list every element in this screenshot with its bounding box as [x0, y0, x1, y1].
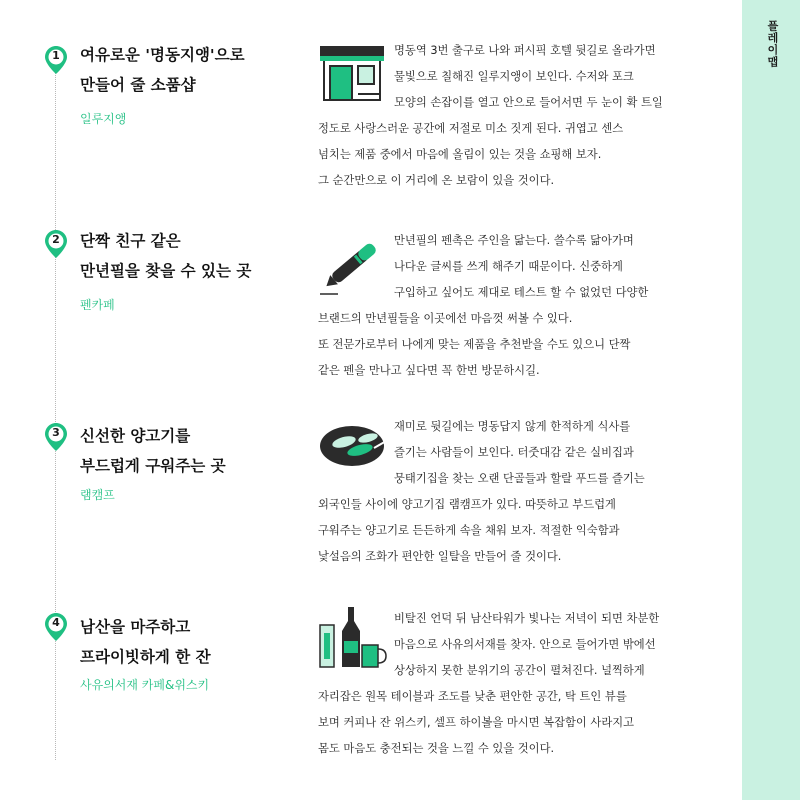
title-line: 프라이빗하게 한 잔	[80, 648, 211, 666]
section-subtitle: 일루지앵	[80, 112, 127, 126]
body-line: 자리잡은 원목 테이블과 조도를 낮춘 편안한 공간, 탁 트인 뷰를	[318, 690, 627, 703]
section-title	[80, 612, 211, 672]
body-line: 낯설음의 조화가 편안한 일탈을 만들어 줄 것이다.	[318, 550, 562, 563]
body-line: 뭉태기집을 찾는 오랜 단골들과 할랄 푸드를 즐기는	[394, 472, 645, 485]
map-pin-icon	[44, 422, 68, 452]
section-subtitle: 펜카페	[80, 298, 115, 312]
body-line: 같은 펜을 만나고 싶다면 꼭 한번 방문하시길.	[318, 364, 540, 377]
section-body	[318, 606, 718, 762]
body-line: 그 순간만으로 이 거리에 온 보람이 있을 것이다.	[318, 174, 555, 187]
body-line: 비탈진 언덕 뒤 남산타워가 빛나는 저녁이 되면 차분한	[394, 612, 660, 625]
title-line: 만년필을 찾을 수 있는 곳	[80, 262, 252, 280]
body-line: 몸도 마음도 충전되는 것을 느낄 수 있을 것이다.	[318, 742, 555, 755]
section-subtitle: 사유의서재 카페&위스키	[80, 678, 210, 692]
body-line: 나다운 글씨를 쓰게 해주기 때문이다. 신중하게	[394, 260, 623, 273]
pin-number: 3	[52, 426, 60, 439]
map-pin-icon	[44, 45, 68, 75]
body-line: 명동역 3번 출구로 나와 퍼시픽 호텔 뒷길로 올라가면	[394, 44, 656, 57]
side-label: 플레이맵	[766, 20, 779, 68]
title-line: 신선한 양고기를	[80, 427, 191, 445]
body-line: 보며 커피나 잔 위스키, 셀프 하이볼을 마시면 복잡함이 사라지고	[318, 716, 635, 729]
title-line: 단짝 친구 같은	[80, 232, 181, 250]
section-body	[318, 414, 718, 570]
section-title	[80, 421, 226, 481]
body-line: 즐기는 사람들이 보인다. 터줏대감 같은 실비집과	[394, 446, 634, 459]
pin-number: 2	[52, 233, 60, 246]
title-line: 만들어 줄 소품샵	[80, 76, 196, 94]
pin-number: 4	[52, 616, 60, 629]
timeline-dotted-line	[55, 70, 56, 760]
title-line: 여유로운 '명동지앵'으로	[80, 46, 245, 64]
map-pin-icon	[44, 229, 68, 259]
body-line: 물빛으로 칠해진 일루지앵이 보인다. 수저와 포크	[394, 70, 634, 83]
section-title	[80, 40, 245, 100]
body-line: 구워주는 양고기로 든든하게 속을 채워 보자. 적절한 익숙함과	[318, 524, 620, 537]
section-title	[80, 226, 251, 286]
body-line: 만년필의 펜촉은 주인을 닮는다. 쓸수록 닮아가며	[394, 234, 634, 247]
body-line: 외국인들 사이에 양고기집 램캠프가 있다. 따뜻하고 부드럽게	[318, 498, 616, 511]
title-line: 남산을 마주하고	[80, 618, 191, 636]
body-line: 넘치는 제품 중에서 마음에 올림이 있는 것을 쇼핑해 보자.	[318, 148, 602, 161]
section-body	[318, 38, 718, 194]
section-subtitle: 램캠프	[80, 488, 115, 502]
section-body	[318, 228, 718, 384]
body-line: 구입하고 싶어도 제대로 테스트 할 수 없었던 다양한	[394, 286, 649, 299]
body-line: 브랜드의 만년필들을 이곳에선 마음껏 써볼 수 있다.	[318, 312, 573, 325]
body-line: 모양의 손잡이를 열고 안으로 들어서면 두 눈이 확 트일	[394, 96, 663, 109]
body-line: 상상하지 못한 분위기의 공간이 펼쳐진다. 널찍하게	[394, 664, 645, 677]
body-line: 마음으로 사유의서재를 찾자. 안으로 들어가면 밖에선	[394, 638, 656, 651]
body-line: 정도로 사랑스러운 공간에 저절로 미소 짓게 된다. 귀엽고 센스	[318, 122, 624, 135]
side-strip	[742, 0, 800, 800]
body-line: 또 전문가로부터 나에게 맞는 제품을 추천받을 수도 있으니 단짝	[318, 338, 631, 351]
map-pin-icon	[44, 612, 68, 642]
body-line: 재미로 뒷길에는 명동답지 않게 한적하게 식사를	[394, 420, 631, 433]
pin-number: 1	[52, 49, 60, 62]
title-line: 부드럽게 구워주는 곳	[80, 457, 226, 475]
